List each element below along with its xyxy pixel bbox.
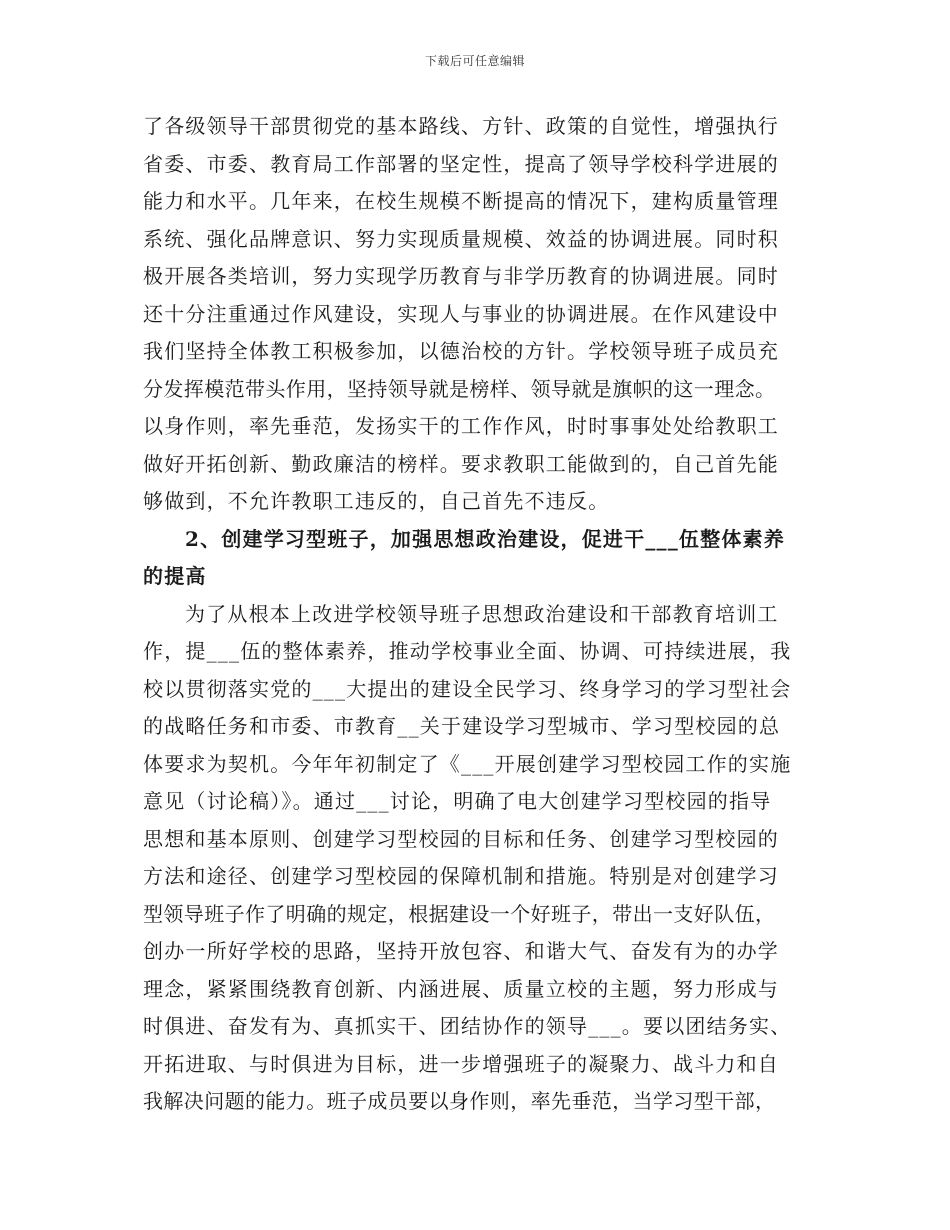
paragraph-line: 为了从根本上改进学校领导班子思想政治建设和干部教育培训工 xyxy=(185,601,779,626)
paragraph-line: 校以贯彻落实党的___大提出的建设全民学习、终身学习的学习型社会 xyxy=(143,676,792,701)
paragraph-line: 的战略任务和市委、市教育__关于建设学习型城市、学习型校园的总 xyxy=(143,714,781,738)
paragraph-line: 还十分注重通过作风建设，实现人与事业的协调进展。在作风建设中 xyxy=(143,301,779,326)
section-heading-line: 的提高 xyxy=(143,564,207,588)
document-body xyxy=(143,108,823,1121)
paragraph-line: 系统、强化品牌意识、努力实现质量规模、效益的协调进展。同时积 xyxy=(143,226,779,251)
paragraph-line: 作，提___伍的整体素养，推动学校事业全面、协调、可持续进展，我 xyxy=(143,639,792,663)
paragraph-line: 够做到，不允许教职工违反的，自己首先不违反。 xyxy=(143,489,610,513)
paragraph-line: 方法和途径、创建学习型校园的保障机制和措施。特别是对创建学习 xyxy=(143,864,779,888)
paragraph-line: 以身作则，率先垂范，发扬实干的工作作风，时时事事处处给教职工 xyxy=(143,414,779,438)
paragraph-line: 开拓进取、与时俱进为目标，进一步增强班子的凝聚力、战斗力和自 xyxy=(143,1051,779,1076)
paragraph-line: 时俱进、奋发有为、真抓实干、团结协作的领导___。要以团结务实、 xyxy=(143,1014,792,1038)
paragraph-line: 意见（讨论稿）》。通过___讨论，明确了电大创建学习型校园的指导 xyxy=(143,789,772,813)
paragraph-line: 能力和水平。几年来，在校生规模不断提高的情况下，建构质量管理 xyxy=(143,189,779,213)
paragraph-line: 思想和基本原则、创建学习型校园的目标和任务、创建学习型校园的 xyxy=(143,826,779,851)
paragraph-line: 分发挥模范带头作用，坚持领导就是榜样、领导就是旗帜的这一理念。 xyxy=(143,376,776,401)
paragraph-line: 理念，紧紧围绕教育创新、内涵进展、质量立校的主题，努力形成与 xyxy=(143,976,779,1001)
paragraph-line: 创办一所好学校的思路，坚持开放包容、和谐大气、奋发有为的办学 xyxy=(143,939,779,963)
paragraph-line: 体要求为契机。今年年初制定了《___开展创建学习型校园工作的实施 xyxy=(143,751,792,776)
paragraph-line: 省委、市委、教育局工作部署的坚定性，提高了领导学校科学进展的 xyxy=(143,151,779,176)
paragraph-line: 我解决问题的能力。班子成员要以身作则，率先垂范，当学习型干部， xyxy=(143,1089,776,1113)
paragraph-line: 我们坚持全体教工积极参加，以德治校的方针。学校领导班子成员充 xyxy=(143,339,779,363)
paragraph-line: 型领导班子作了明确的规定，根据建设一个好班子，带出一支好队伍， xyxy=(143,901,776,926)
page-header: 下载后可任意编辑 xyxy=(424,54,525,68)
paragraph-line: 了各级领导干部贯彻党的基本路线、方针、政策的自觉性，增强执行 xyxy=(143,114,779,138)
section-heading-line: 2、创建学习型班子，加强思想政治建设，促进干___伍整体素养 xyxy=(185,526,785,551)
paragraph-line: 做好开拓创新、勤政廉洁的榜样。要求教职工能做到的，自己首先能 xyxy=(143,451,779,476)
paragraph-line: 极开展各类培训，努力实现学历教育与非学历教育的协调进展。同时 xyxy=(143,264,779,288)
